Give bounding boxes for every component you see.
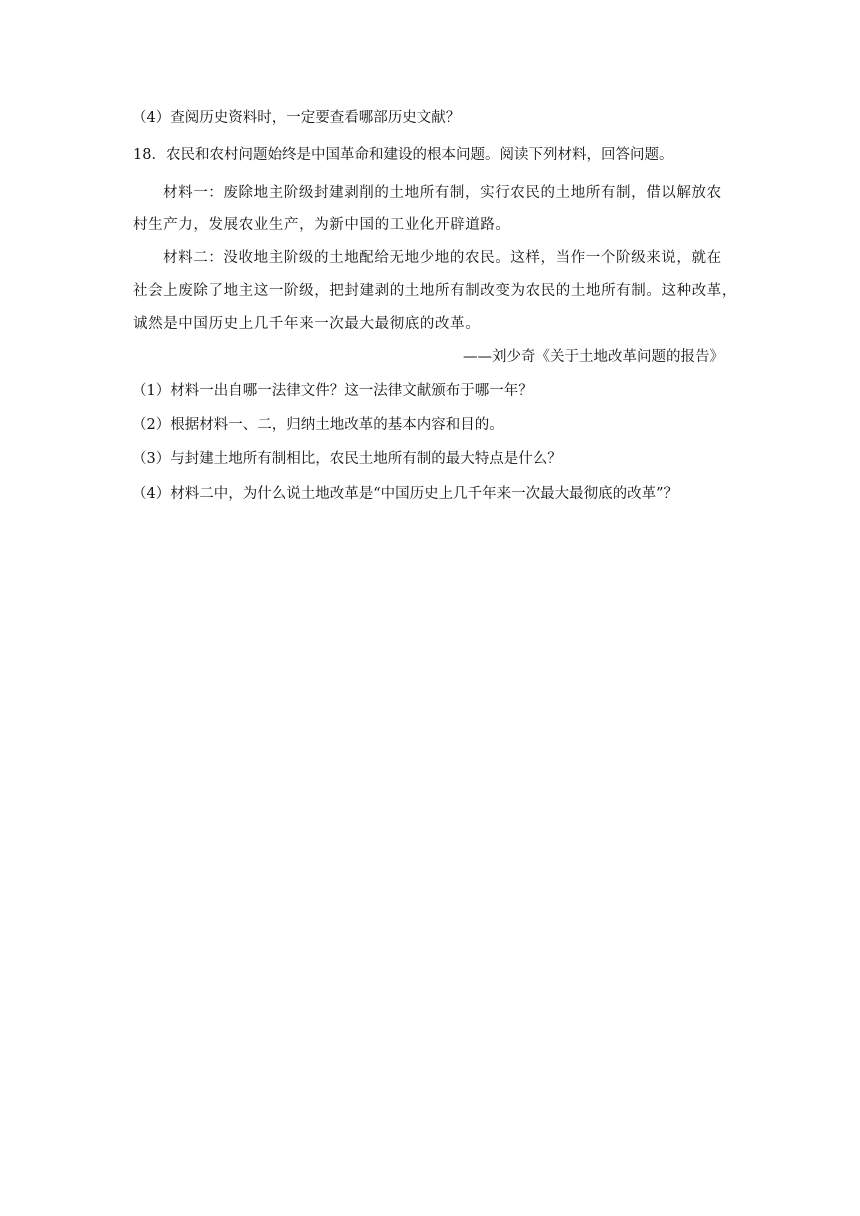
question-18-sub3: （3）与封建土地所有制相比，农民土地所有制的最大特点是什么？ — [132, 451, 562, 467]
material-2-line-3: 诚然是中国历史上几千年来一次最大最彻底的改革。 — [133, 316, 481, 332]
question-18-sub1: （1）材料一出自哪一法律文件？这一法律文献颁布于哪一年？ — [132, 383, 533, 399]
material-1-line-1: 材料一：废除地主阶级封建剥削的土地所有制，实行农民的土地所有制，借以解放农 — [163, 185, 722, 201]
material-2-line-2: 社会上废除了地主这一阶级，把封建剥的土地所有制改变为农民的土地所有制。这种改革， — [133, 283, 737, 299]
material-1-line-2: 村生产力，发展农业生产，为新中国的工业化开辟道路。 — [133, 217, 511, 233]
question-18-sub2: （2）根据材料一、二，归纳土地改革的基本内容和目的。 — [132, 417, 504, 433]
material-2-line-1: 材料二：没收地主阶级的土地配给无地少地的农民。这样，当作一个阶级来说，就在 — [163, 250, 722, 266]
material-source-citation: ——刘少奇《关于土地改革问题的报告》 — [463, 349, 724, 365]
prev-question-sub4: （4）查阅历史资料时，一定要查看哪部历史文献？ — [132, 110, 461, 126]
question-18-sub4: （4）材料二中，为什么说土地改革是“中国历史上几千年来一次最大最彻底的改革”？ — [132, 486, 679, 502]
question-18-stem: 18．农民和农村问题始终是中国革命和建设的根本问题。阅读下列材料，回答问题。 — [133, 147, 674, 163]
